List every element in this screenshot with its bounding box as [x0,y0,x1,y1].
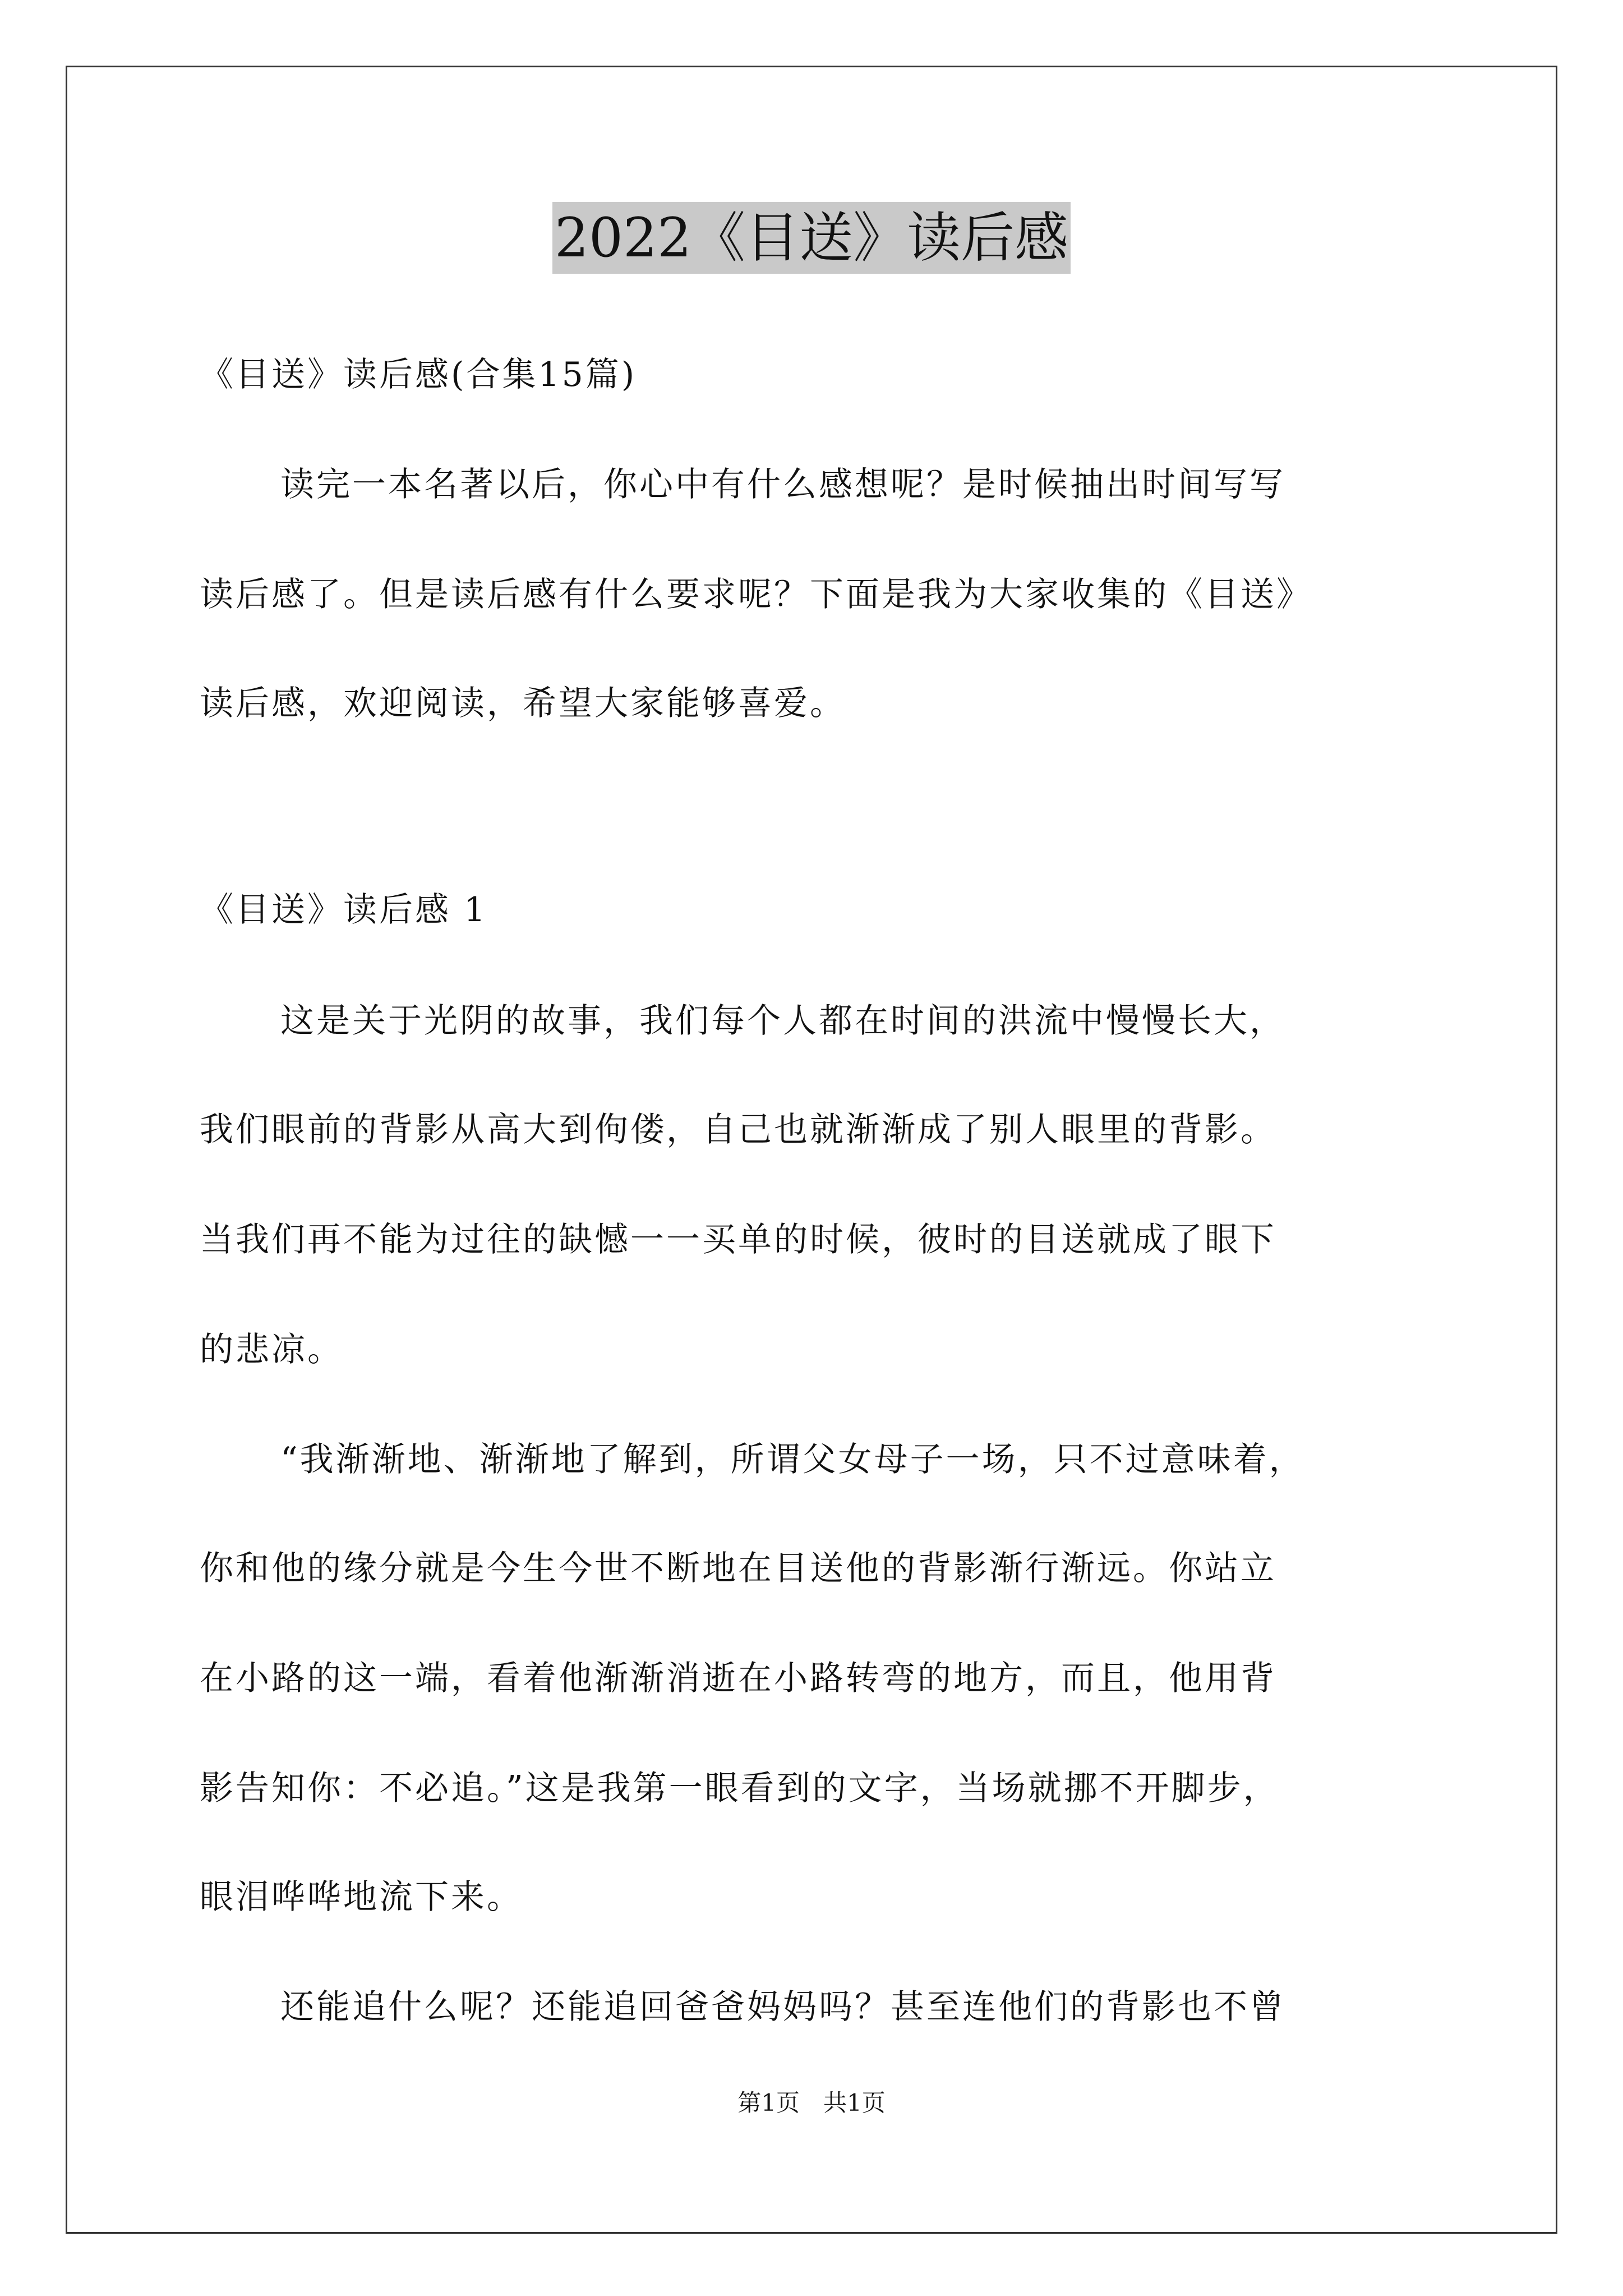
intro-line: 读完一本名著以后，你心中有什么感想呢？是时候抽出时间写写 [280,465,1285,504]
document-title: 2022《目送》读后感 [552,202,1071,274]
paragraph-line: 影告知你：不必追。”这是我第一眼看到的文字，当场就挪不开脚步， [200,1769,1279,1808]
paragraph-line: 的悲凉。 [200,1330,343,1369]
paragraph-line: 眼泪哗哗地流下来。 [200,1878,523,1917]
intro-line: 读后感了。但是读后感有什么要求呢？下面是我为大家收集的《目送》 [200,575,1312,614]
paragraph-line: 我们眼前的背影从高大到佝偻，自己也就渐渐成了别人眼里的背影。 [200,1110,1276,1149]
document-subtitle: 《目送》读后感(合集15篇) [200,355,637,394]
paragraph-line: 在小路的这一端，看着他渐渐消逝在小路转弯的地方，而且，他用背 [200,1659,1276,1698]
intro-line: 读后感，欢迎阅读，希望大家能够喜爱。 [200,684,846,723]
paragraph-line: 还能追什么呢？还能追回爸爸妈妈吗？甚至连他们的背影也不曾 [280,1987,1285,2027]
title-container [0,202,1623,274]
paragraph-line: 当我们再不能为过往的缺憾一一买单的时候，彼时的目送就成了眼下 [200,1220,1276,1259]
section-heading: 《目送》读后感 1 [200,890,488,930]
paragraph-line: “我渐渐地、渐渐地了解到，所谓父女母子一场，只不过意味着， [280,1440,1305,1479]
paragraph-line: 你和他的缘分就是今生今世不断地在目送他的背影渐行渐远。你站立 [200,1549,1276,1588]
paragraph-line: 这是关于光阴的故事，我们每个人都在时间的洪流中慢慢长大， [280,1001,1285,1041]
page-footer: 第1页 共1页 [737,2089,886,2116]
